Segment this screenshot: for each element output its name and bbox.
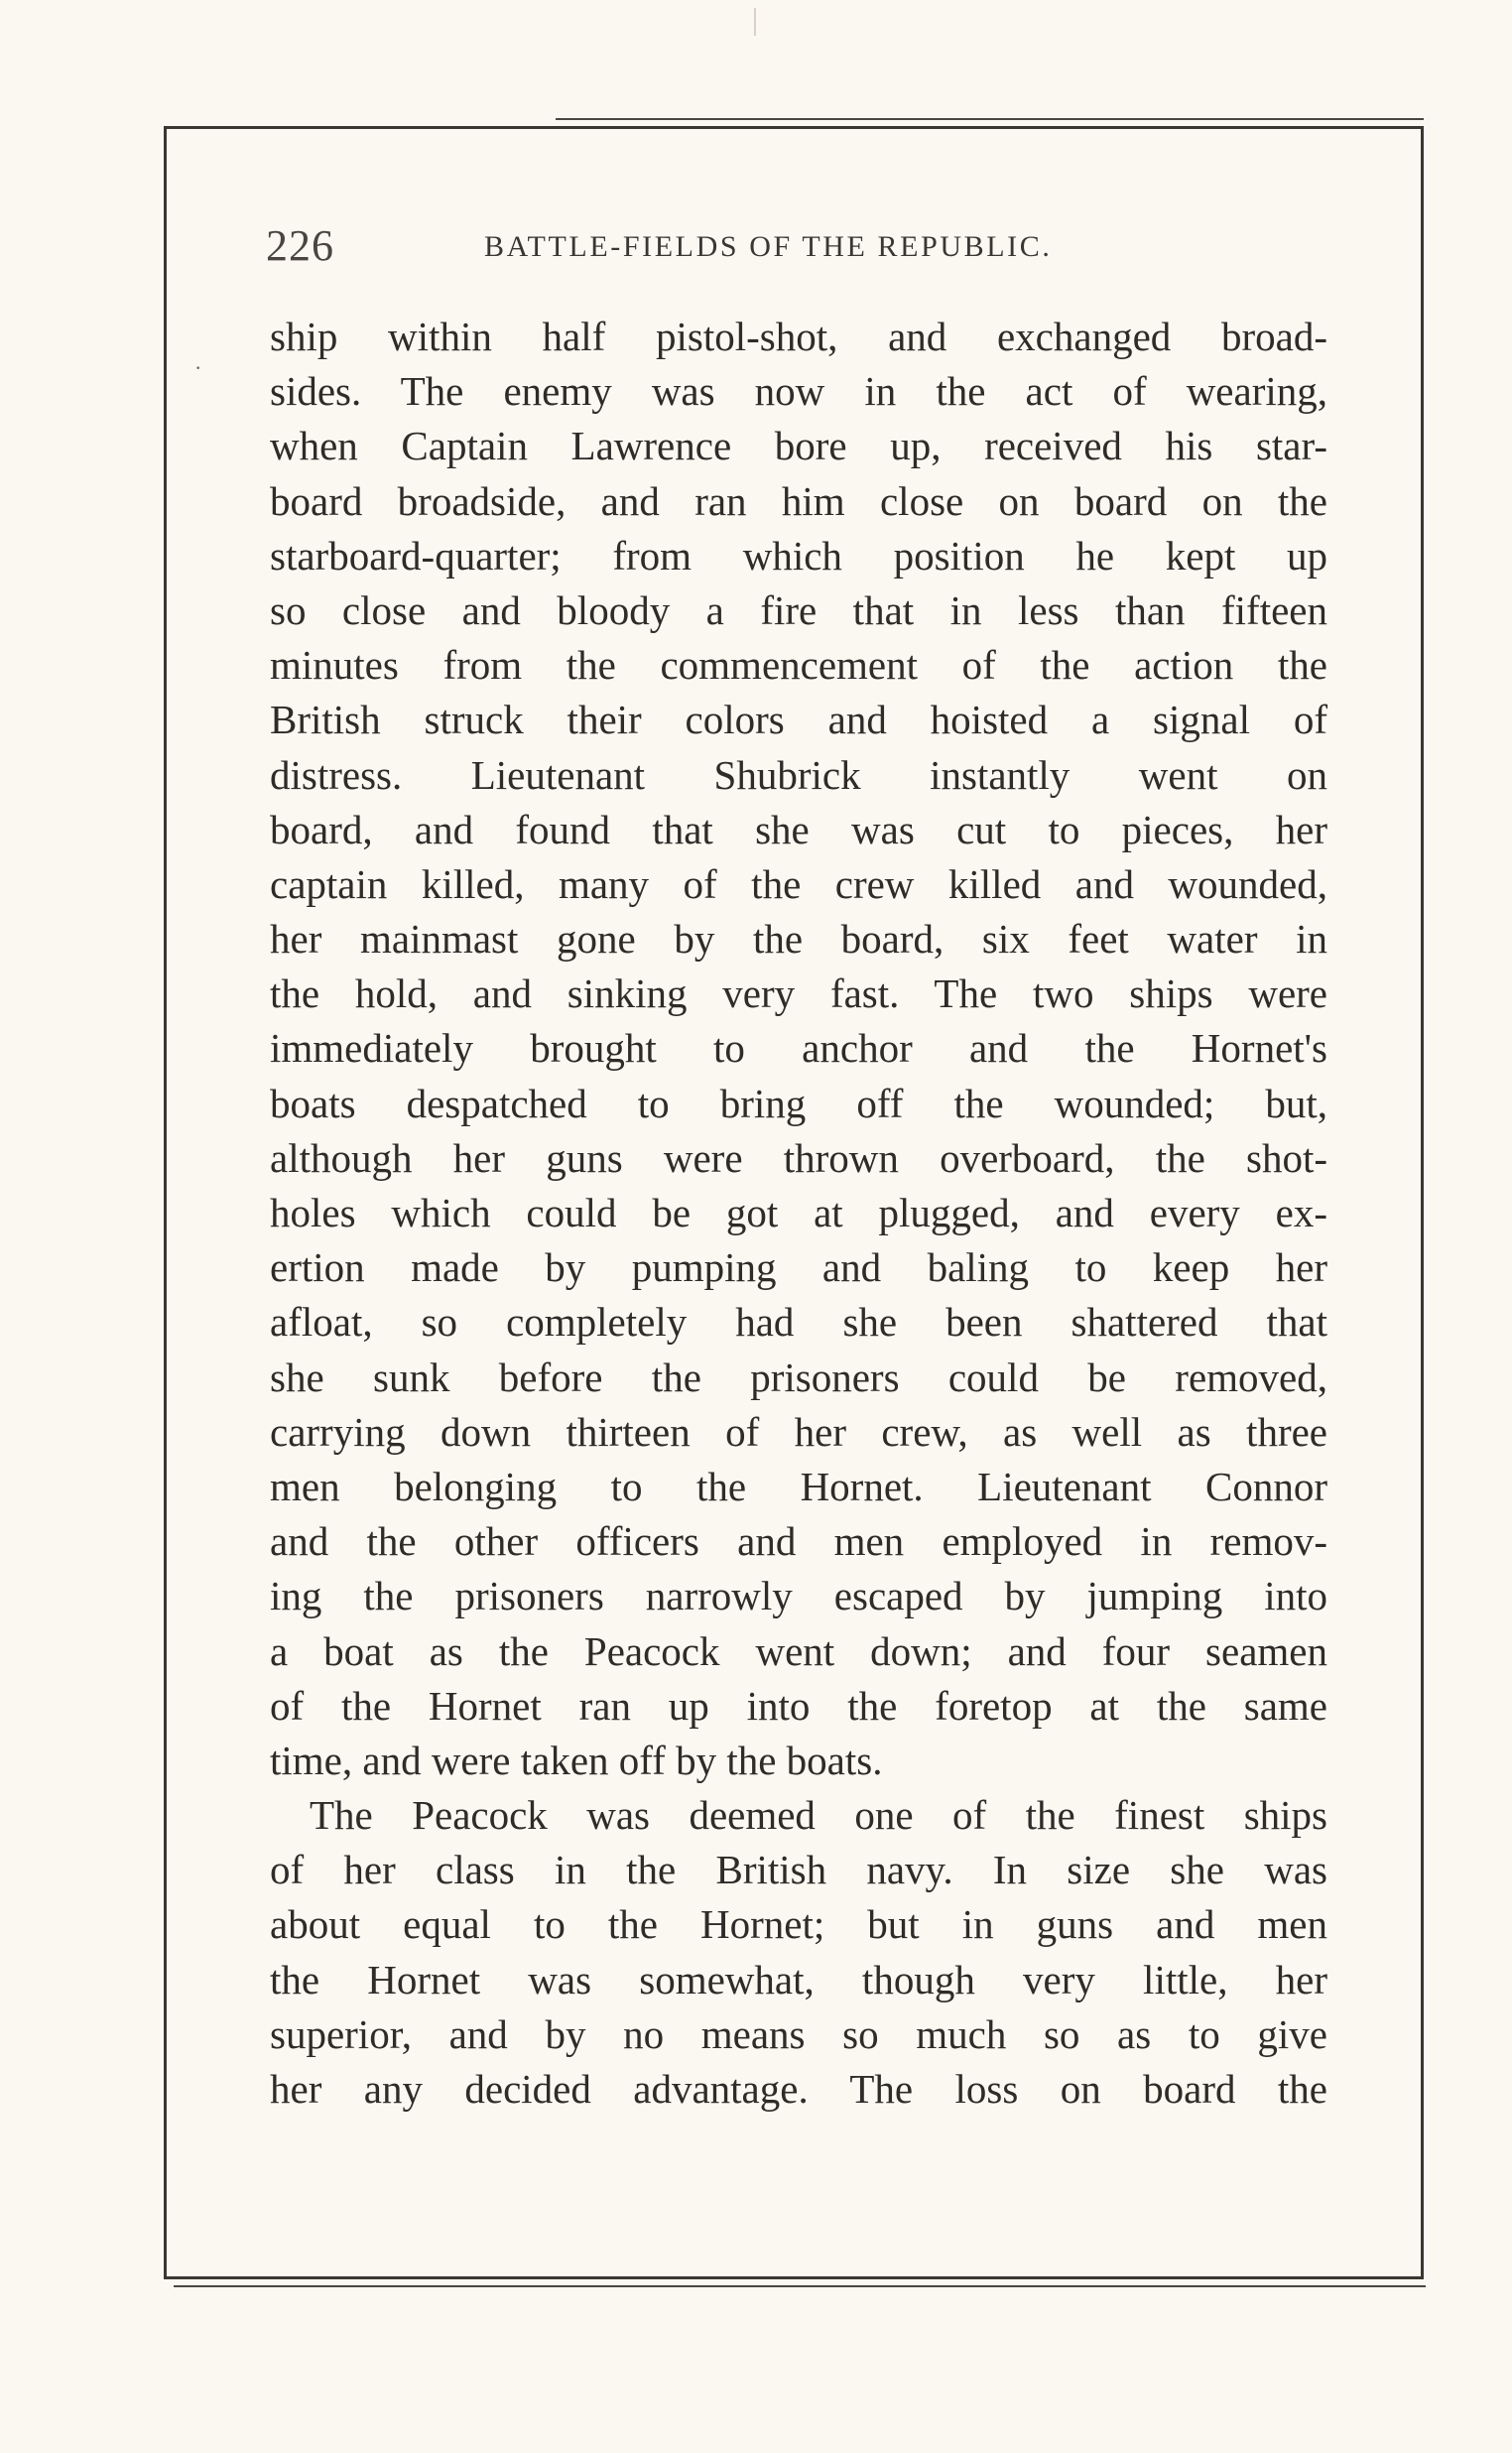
text-line: board broadside, and ran him close on board on the <box>270 477 1327 524</box>
frame-rule-bottom <box>174 2285 1426 2287</box>
text-line: afloat, so completely had she been shattered that <box>270 1299 1327 1346</box>
text-line: ertion made by pumping and baling to keep her <box>270 1244 1327 1291</box>
text-line: ing the prisoners narrowly escaped by jumping into <box>270 1573 1327 1619</box>
text-line: her mainmast gone by the board, six feet water in <box>270 916 1327 963</box>
text-line: the Hornet was somewhat, though very little, her <box>270 1956 1327 2002</box>
text-line: starboard-quarter; from which position he kept up <box>270 532 1327 579</box>
text-line: her any decided advantage. The loss on board the <box>270 2066 1327 2112</box>
text-line: of her class in the British navy. In size she was <box>270 1847 1327 1893</box>
text-line: British struck their colors and hoisted a signal of <box>270 697 1327 743</box>
text-line: boats despatched to bring off the wounded; but, <box>270 1080 1327 1126</box>
text-line: the hold, and sinking very fast. The two ships were <box>270 970 1327 1017</box>
text-line: a boat as the Peacock went down; and four seamen <box>270 1627 1327 1674</box>
text-line: of the Hornet ran up into the foretop at the same <box>270 1682 1327 1729</box>
text-line: immediately brought to anchor and the Hornet's <box>270 1025 1327 1072</box>
text-line: and the other officers and men employed in remov- <box>270 1518 1327 1565</box>
text-line: time, and were taken off by the boats. <box>270 1737 883 1783</box>
text-line: although her guns were thrown overboard, the shot- <box>270 1134 1327 1181</box>
text-line: carrying down thirteen of her crew, as well as three <box>270 1408 1327 1455</box>
margin-mark: · <box>194 355 202 380</box>
page-number: 226 <box>266 221 334 270</box>
scan-artifact <box>754 8 756 36</box>
text-line: about equal to the Hornet; but in guns and men <box>270 1901 1327 1948</box>
running-head <box>266 220 1327 280</box>
text-line: ship within half pistol-shot, and exchanged broad- <box>270 314 1327 359</box>
text-line: sides. The enemy was now in the act of wearing, <box>270 368 1327 415</box>
text-line: captain killed, many of the crew killed and wounded, <box>270 860 1327 907</box>
text-line: men belonging to the Hornet. Lieutenant Connor <box>270 1463 1327 1509</box>
text-line: when Captain Lawrence bore up, received his star- <box>270 423 1327 469</box>
text-line: superior, and by no means so much so as to give <box>270 2010 1327 2057</box>
running-title: BATTLE-FIELDS OF THE REPUBLIC. <box>484 230 1053 263</box>
text-line: so close and bloody a fire that in less than fifteen <box>270 586 1327 633</box>
text-line: she sunk before the prisoners could be removed, <box>270 1354 1327 1400</box>
text-line: minutes from the commencement of the action the <box>270 642 1327 689</box>
text-line: The Peacock was deemed one of the finest ships <box>310 1792 1327 1839</box>
text-line: distress. Lieutenant Shubrick instantly went on <box>270 751 1327 798</box>
text-line: holes which could be got at plugged, and every ex- <box>270 1190 1327 1235</box>
body-text <box>270 310 1327 2117</box>
frame-rule-top <box>556 118 1424 120</box>
text-line: board, and found that she was cut to pieces, her <box>270 806 1327 852</box>
